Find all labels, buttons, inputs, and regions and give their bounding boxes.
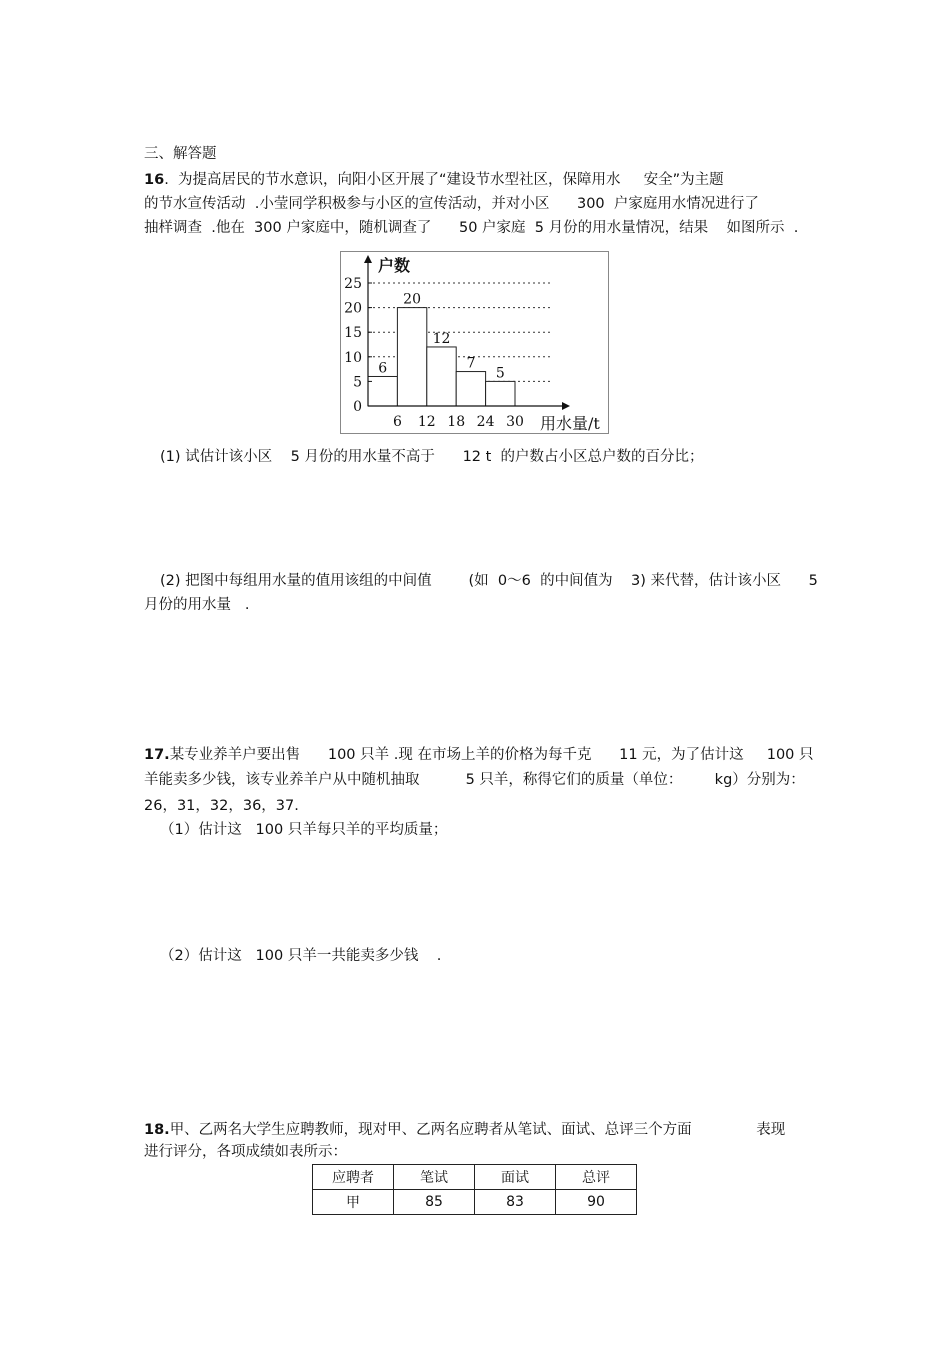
score-table (312, 1164, 637, 1215)
q17-line1 (144, 745, 814, 765)
q16-number: 16 (144, 172, 165, 188)
q17-line2: 羊能卖多少钱，该专业养羊户从中随机抽取 5 只羊，称得它们的质量（单位： kg）分别为： (144, 772, 805, 788)
histogram-bar (368, 376, 397, 406)
y-tick-label: 0 (353, 399, 362, 415)
x-tick-label: 30 (506, 414, 524, 430)
histogram-svg (340, 251, 609, 434)
q16-text-1: . 为提高居民的节水意识，向阳小区开展了“建设节水型社区，保障用水 安全”为主题 (164, 172, 724, 188)
x-tick-label: 18 (447, 414, 466, 430)
table-header-row (313, 1165, 637, 1190)
water-usage-histogram (340, 251, 609, 434)
x-axis-arrow (562, 402, 570, 410)
q16-line3: 抽样调查 .他在 300 户家庭中，随机调查了 50 户家庭 5 月份的用水量情况，结果 如图所示 . (144, 220, 799, 236)
table-header-cell: 应聘者 (313, 1165, 394, 1190)
histogram-bar (456, 372, 485, 406)
q16-part1: (1) 试估计该小区 5 月份的用水量不高于 12 t 的户数占小区总户数的百分比； (160, 449, 704, 465)
table-cell: 90 (556, 1190, 637, 1215)
q18-number: 18. (144, 1122, 170, 1138)
histogram-bar (427, 347, 456, 406)
q18-text-1: 甲、乙两名大学生应聘教师，现对甲、乙两名应聘者从笔试、面试、总评三个方面 表现 (169, 1122, 786, 1138)
y-tick-label: 20 (344, 300, 362, 317)
q18-line2: 进行评分，各项成绩如表所示： (144, 1144, 347, 1160)
q17-text-1: 某专业养羊户要出售 100 只羊 .现 在市场上羊的价格为每千克 11 元，为了估计这 100 只 (169, 747, 814, 763)
table-row (313, 1190, 637, 1215)
q17-part2: （2）估计这 100 只羊一共能卖多少钱 . (160, 948, 442, 964)
q16-part2-line2: 月份的用水量 . (144, 597, 250, 613)
bar-data-label: 20 (403, 291, 422, 308)
bar-data-label: 6 (378, 360, 388, 377)
y-tick-label: 15 (344, 325, 362, 342)
table-header-cell: 总评 (556, 1165, 637, 1190)
x-tick-label: 6 (392, 414, 402, 430)
table-cell: 85 (394, 1190, 475, 1215)
q17-part1: （1）估计这 100 只羊每只羊的平均质量； (160, 822, 448, 838)
q16-line2: 的节水宣传活动 .小莹同学积极参与小区的宣传活动，并对小区 300 户家庭用水情况进行了 (144, 196, 759, 212)
x-tick-label: 12 (417, 414, 436, 430)
x-tick-label: 24 (476, 414, 495, 430)
histogram-bar (397, 308, 426, 406)
y-tick-label: 25 (344, 276, 362, 292)
table-header-cell: 笔试 (394, 1165, 475, 1190)
table-header-cell: 面试 (475, 1165, 556, 1190)
bar-data-label: 5 (495, 365, 505, 382)
q17-line3: 26，31，32，36，37. (144, 798, 299, 814)
section-heading: 三、解答题 (144, 146, 217, 162)
y-tick-label: 10 (344, 349, 362, 366)
bar-data-label: 7 (466, 355, 476, 372)
q17-number: 17. (144, 747, 170, 763)
table-cell: 83 (475, 1190, 556, 1215)
histogram-bar (486, 381, 515, 406)
x-axis-label: 用水量/t (540, 414, 600, 433)
y-axis-label: 户数 (378, 256, 411, 275)
y-axis-arrow (364, 255, 372, 263)
q16-line1 (144, 170, 724, 190)
y-tick-label: 5 (353, 374, 362, 391)
bar-data-label: 12 (432, 330, 451, 347)
table-cell: 甲 (313, 1190, 394, 1215)
q18-line1 (144, 1120, 785, 1140)
q16-part2-line1: (2) 把图中每组用水量的值用该组的中间值 (如 0～6 的中间值为 3) 来代替，估计该小区 5 (160, 573, 818, 589)
